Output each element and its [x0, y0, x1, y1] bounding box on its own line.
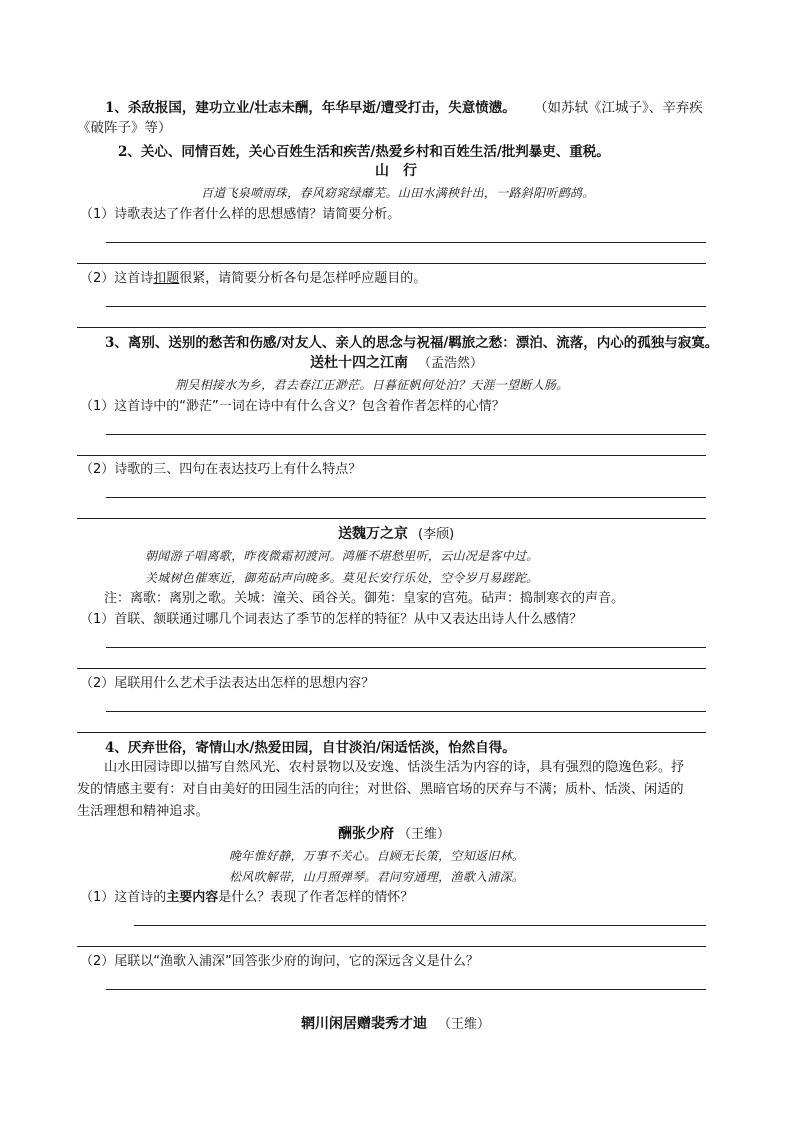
poem-author: (李颀) [418, 527, 455, 542]
section-4-description: 山水田园诗即以描写自然风光、农村景物以及安逸、恬淡生活为内容的诗，具有强烈的隐逸色彩。抒 [104, 760, 685, 775]
emphasized-term: 主要内容 [166, 890, 219, 905]
answer-line [77, 518, 706, 519]
answer-line [106, 647, 706, 648]
question-text: （1）诗歌表达了作者什么样的思想感情？请简要分析。 [80, 207, 401, 222]
section-4-heading: 4、厌弃世俗，寄情山水/热爱田园，自甘淡泊/闲适恬淡，怡然自得。 [105, 740, 516, 756]
answer-line [77, 668, 706, 669]
poem-author: （王维） [438, 1017, 491, 1032]
answer-line [106, 434, 706, 435]
poem-line: 百道飞泉喷雨珠，春风窈窕绿蘼芜。山田水满秧针出，一路斜阳听鹧鸪。 [201, 186, 595, 200]
question-text: （1）首联、颔联通过哪几个词表达了季节的怎样的特征？从中又表达出诗人什么感情？ [80, 612, 583, 627]
poem-author: （孟浩然） [418, 356, 484, 371]
section-1-heading: 1、杀敌报国，建功立业/壮志未酬，年华早逝/遭受打击，失意愤懑。 [105, 100, 516, 116]
poem-line: 朝闻游子唱离歌，昨夜微霜初渡河。鸿雁不堪愁里听，云山况是客中过。 [145, 549, 539, 563]
poem-line: 关城树色催寒近，御苑砧声向晚多。莫见长安行乐处，空令岁月易蹉跎。 [145, 571, 539, 585]
answer-line [77, 327, 706, 328]
answer-line [106, 989, 706, 990]
question-text: （2）尾联以“渔歌入浦深”回答张少府的询问，它的深远含义是什么？ [80, 954, 479, 969]
poem-line: 晚年惟好静，万事不关心。自顾无长策，空知返旧林。 [229, 849, 525, 863]
underlined-term: 扣题 [153, 271, 180, 286]
poem-annotation: 注：离歌：离别之歌。关城：潼关、函谷关。御苑：皇家的宫苑。砧声：捣制寒衣的声音。 [104, 591, 625, 606]
answer-line [106, 711, 706, 712]
poem-title: 送魏万之京 [338, 526, 408, 542]
section-2-heading: 2、关心、同情百姓，关心百姓生活和疾苦/热爱乡村和百姓生活/批判暴吏、重税。 [118, 144, 610, 160]
answer-line [77, 263, 706, 264]
question-text: （1）这首诗中的“渺茫”一词在诗中有什么含义？包含着作者怎样的心情？ [80, 399, 505, 414]
answer-line [77, 455, 706, 456]
question-text: （2）这首诗扣题很紧，请简要分析各句是怎样呼应题目的。 [80, 271, 427, 286]
section-1-note: （如苏轼《江城子》、辛弃疾 [534, 100, 703, 116]
answer-line [134, 925, 706, 926]
poem-line: 松风吹解带，山月照弹琴。君问穷通理，渔歌入浦深。 [229, 870, 525, 884]
poem-title-shanxing: 山 行 [375, 163, 417, 179]
section-1-note-cont: 《破阵子》等） [77, 120, 172, 136]
section-4-description: 生活理想和精神追求。 [77, 804, 209, 819]
poem-line: 荆吴相接水为乡，君去春江正渺茫。日暮征帆何处泊？天涯一望断人肠。 [175, 378, 569, 392]
answer-line [106, 242, 706, 243]
poem-title: 酬张少府 [338, 826, 394, 842]
poem-author: （王维） [398, 827, 451, 842]
answer-line [106, 306, 706, 307]
answer-line [77, 732, 706, 733]
question-text: （1）这首诗的主要内容是什么？表现了作者怎样的情怀？ [80, 890, 414, 905]
poem-title: 辋川闲居赠裴秀才迪 [301, 1016, 427, 1032]
poem-title: 送杜十四之江南 [310, 355, 408, 371]
section-3-heading: 3、离别、送别的愁苦和伤感/对友人、亲人的思念与祝福/羁旅之愁：漂泊、流落，内心的孤独与寂寞。 [105, 335, 719, 351]
answer-line [106, 497, 706, 498]
question-text: （2）诗歌的三、四句在表达技巧上有什么特点？ [80, 462, 362, 477]
section-4-description: 发的情感主要有：对自由美好的田园生活的向往；对世俗、黑暗官场的厌弃与不满；质朴、恬淡、闲适的 [77, 782, 684, 797]
answer-line [77, 946, 706, 947]
question-text: （2）尾联用什么艺术手法表达出怎样的思想内容？ [80, 676, 375, 691]
